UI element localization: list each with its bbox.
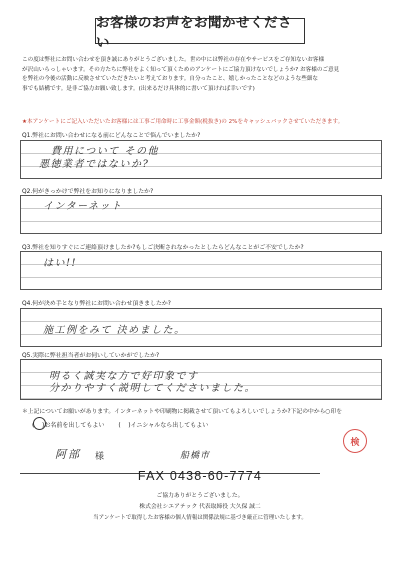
- intro-line: を弊社の今後の活動に反映させていただきたいと考えております。自分ったこと、嬉しかったことなどのような些細な: [22, 76, 319, 83]
- consent-options: [32, 420, 208, 429]
- privacy-notice: 当アンケートで取得したお客様の個人情報は関係法規に基づき厳正に管理いたします。: [93, 515, 307, 521]
- intro-line: が沢山いらっしゃいます。その方たちに弊社をよく知って頂くためのアンケートにご協力頂けないでしょうか? お客様のご意見: [22, 66, 340, 73]
- answer-1-box[interactable]: [20, 140, 382, 179]
- consent-question: ＊上記についてお願いがあります。インターネットや印刷物に掲載させて頂いてもよろしいでしょうか?下記の中から○印を: [22, 409, 343, 415]
- answer-5-line-1: 明るく誠実な方で好印象です: [49, 371, 199, 382]
- page-title: お客様のお声をお聞かせください: [95, 18, 305, 44]
- inspection-seal: 検: [343, 429, 367, 453]
- company-line: 株式会社シエアテック 代表取締役 大久保 誠二: [139, 504, 261, 510]
- cashback-notice: ★本アンケートにご記入いただいたお客様には工事ご用命時に工事金額(税抜き)の 2%をキャッシュバックさせていただきます。: [22, 119, 344, 125]
- answer-3-box[interactable]: [20, 251, 382, 290]
- answer-1-line-1: 費用について その他: [51, 146, 159, 157]
- question-5-label: Q5.実際に弊社担当者がお伺いしていかがでしたか?: [22, 353, 160, 359]
- consent-option-name[interactable]: ( )お名前を出してもよい: [32, 422, 105, 429]
- intro-line: 事でも結構です。是非ご協力お願い致します。(出来るだけ具体的に書いて頂ければ幸いです): [22, 85, 255, 92]
- answer-4-line-1: 施工例をみて 決めました。: [43, 325, 186, 336]
- intro-line: この度は弊社にお問い合わせを頂き誠にありがとうございました。世の中には弊社の存在やサービスをご存知ないお客様: [22, 57, 325, 63]
- question-1-label: Q1.弊社にお問い合わせになる前にどんなことで悩んでいましたか?: [22, 133, 201, 139]
- fax-number: FAX 0438-60-7774: [137, 469, 263, 483]
- answer-3-line-1: はい!!: [43, 258, 78, 269]
- answer-4-box[interactable]: [20, 308, 382, 347]
- answer-1-line-2: 悪徳業者ではないか?: [39, 159, 150, 170]
- intro-text: [22, 56, 382, 94]
- answer-2-box[interactable]: [20, 195, 382, 234]
- question-3-label: Q3.弊社を知りすぐにご連絡頂けましたか?もしご決断されなかったとしたらどんなことがご不安でしたか?: [22, 245, 304, 251]
- answer-5-box[interactable]: [20, 359, 382, 400]
- answer-2-line-1: インターネット: [43, 201, 123, 212]
- question-2-label: Q2.何がきっかけで弊社をお知りになりましたか?: [22, 189, 154, 195]
- question-4-label: Q4.何が決め手となり弊社にお問い合わせ頂きましたか?: [22, 301, 171, 307]
- thanks-text: ご協力ありがとうございました。: [156, 493, 244, 499]
- customer-name: 阿部: [55, 448, 81, 461]
- answer-5-line-2: 分かりやすく説明してくださいました。: [49, 383, 256, 394]
- consent-option-initial[interactable]: ( )イニシャルなら出してもよい: [118, 422, 209, 429]
- customer-city: 船橋市: [180, 451, 211, 461]
- name-suffix: 様: [95, 452, 105, 462]
